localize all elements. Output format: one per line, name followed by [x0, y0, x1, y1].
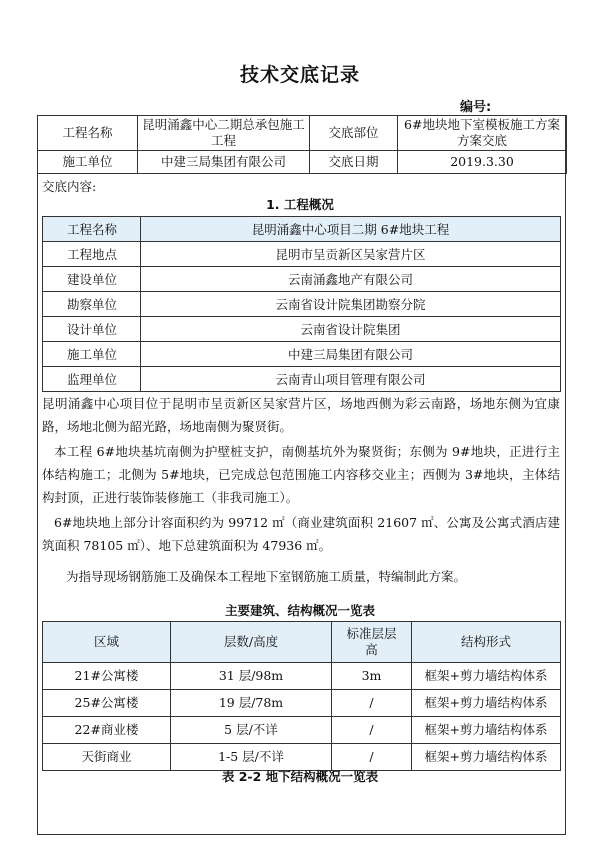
table-row	[43, 663, 561, 690]
paragraph-surroundings: 本工程 6#地块基坑南侧为护壁桩支护，南侧基坑外为聚贤街；东侧为 9#地块，正进行主体结构施工；北侧为 5#地块，已完成总包范围施工内容移交业主；西侧为 3#地块，主体结构封顶，正进行装饰装修施工（非我司施工）。	[42, 444, 560, 505]
overview-label: 监理单位	[43, 367, 141, 392]
table-cell: 21#公寓楼	[43, 663, 171, 690]
overview-label: 建设单位	[43, 267, 141, 292]
document-title: 技术交底记录	[239, 64, 360, 86]
dept-value: 6#地块地下室模板施工方案方案交底	[398, 116, 567, 151]
structure-table	[42, 621, 561, 771]
table-cell: 25#公寓楼	[43, 690, 171, 717]
content-label: 交底内容:	[42, 179, 97, 194]
overview-value: 中建三局集团有限公司	[141, 342, 561, 367]
dept-label: 交底部位	[310, 116, 398, 151]
overview-row	[43, 317, 561, 342]
paragraph-purpose: 为指导现场钢筋施工及确保本工程地下室钢筋施工质量，特编制此方案。	[66, 569, 467, 584]
table-cell: 框架+剪力墙结构体系	[412, 717, 561, 744]
table-cell: 31 层/98m	[171, 663, 332, 690]
overview-value: 昆明涌鑫中心项目二期 6#地块工程	[141, 217, 561, 242]
paragraph-area: 6#地块地上部分计容面积约为 99712 ㎡（商业建筑面积 21607 ㎡、公寓及公寓式酒店建筑面积 78105 ㎡）、地下总建筑面积为 47936 ㎡。	[42, 515, 560, 553]
serial-number-label: 编号:	[460, 100, 492, 115]
overview-value: 云南省设计院集团勘察分院	[141, 292, 561, 317]
overview-row	[43, 342, 561, 367]
column-header: 区域	[43, 622, 171, 663]
table-cell: 19 层/78m	[171, 690, 332, 717]
table-cell: /	[332, 744, 412, 771]
table-cell: 3m	[332, 663, 412, 690]
overview-value: 昆明市呈贡新区吴家营片区	[141, 242, 561, 267]
table-caption: 主要建筑、结构概况一览表	[224, 603, 375, 618]
table-cell: 1-5 层/不详	[171, 744, 332, 771]
project-name-label: 工程名称	[38, 116, 138, 151]
column-header: 层数/高度	[171, 622, 332, 663]
overview-label: 施工单位	[43, 342, 141, 367]
table-cell: 5 层/不详	[171, 717, 332, 744]
column-header: 结构形式	[412, 622, 561, 663]
overview-row	[43, 367, 561, 392]
overview-row	[43, 292, 561, 317]
overview-row	[43, 267, 561, 292]
table-cell: 框架+剪力墙结构体系	[412, 690, 561, 717]
column-header: 标准层层高	[332, 622, 412, 663]
project-name-value: 昆明涌鑫中心二期总承包施工工程	[138, 116, 310, 151]
paragraph-location: 昆明涌鑫中心项目位于昆明市呈贡新区吴家营片区，场地西侧为彩云南路，场地东侧为宜康路，场地北侧为韶光路，场地南侧为聚贤街。	[42, 396, 560, 434]
table-row	[43, 717, 561, 744]
overview-value: 云南涌鑫地产有限公司	[141, 267, 561, 292]
overview-row	[43, 242, 561, 267]
overview-value: 云南省设计院集团	[141, 317, 561, 342]
construction-unit-label: 施工单位	[38, 151, 138, 174]
overview-row	[43, 217, 561, 242]
overview-table	[42, 216, 561, 392]
table-cell: 天街商业	[43, 744, 171, 771]
table-header-row	[43, 622, 561, 663]
table-row	[43, 690, 561, 717]
date-label: 交底日期	[310, 151, 398, 174]
overview-label: 设计单位	[43, 317, 141, 342]
overview-label: 工程名称	[43, 217, 141, 242]
overview-label: 工程地点	[43, 242, 141, 267]
header-table	[37, 115, 567, 174]
date-value: 2019.3.30	[398, 151, 567, 174]
table-cell: /	[332, 717, 412, 744]
table-cell: 框架+剪力墙结构体系	[412, 663, 561, 690]
table-cell: /	[332, 690, 412, 717]
overview-label: 勘察单位	[43, 292, 141, 317]
section-title: 1. 工程概况	[266, 197, 334, 212]
table2-caption: 表 2-2 地下结构概况一览表	[221, 769, 379, 784]
table-cell: 框架+剪力墙结构体系	[412, 744, 561, 771]
table-cell: 22#商业楼	[43, 717, 171, 744]
overview-value: 云南青山项目管理有限公司	[141, 367, 561, 392]
construction-unit-value: 中建三局集团有限公司	[138, 151, 310, 174]
